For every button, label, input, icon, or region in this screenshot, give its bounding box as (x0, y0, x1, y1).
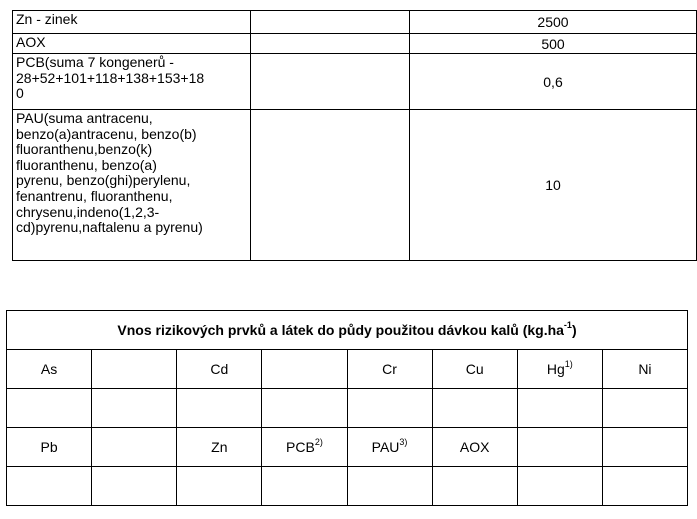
table-row (7, 467, 688, 506)
cell-name (13, 110, 251, 261)
cell-empty (7, 389, 92, 428)
line: 0 (16, 85, 24, 102)
line: benzo(a)antracenu, benzo(b) (16, 125, 197, 142)
cell-empty (347, 467, 432, 506)
table-title: Vnos rizikových prvků a látek do půdy použitou dávkou kalů $(kg.ha^{-1})$ (7, 311, 688, 350)
line: PAU(suma antracenu, (16, 110, 153, 126)
cell-value: 10 (410, 110, 697, 261)
limits-table (12, 10, 697, 261)
cell-empty (517, 428, 602, 467)
cell-aox: AOX (432, 428, 517, 467)
cell-empty (602, 467, 687, 506)
cell-cr: Cr (347, 350, 432, 389)
line: pyrenu, benzo(ghi)perylenu, (16, 172, 191, 189)
cell-empty (251, 34, 410, 54)
cell-empty (251, 110, 410, 261)
table-row (13, 11, 697, 34)
table-row (13, 54, 697, 110)
table-row (13, 110, 697, 261)
cell-empty (92, 428, 177, 467)
table-row (7, 350, 688, 389)
cell-empty (262, 350, 347, 389)
cell-empty (251, 11, 410, 34)
cell-empty (262, 467, 347, 506)
line: 28+52+101+118+138+153+18 (16, 69, 205, 86)
cell-empty (602, 428, 687, 467)
line: cd)pyrenu,naftalenu a pyrenu) (16, 219, 203, 236)
cell-as: As (7, 350, 92, 389)
line: chrysenu,indeno(1,2,3- (16, 203, 160, 220)
cell-value: 0,6 (410, 54, 697, 110)
cell-pcb: PCB$^{2)}$ (262, 428, 347, 467)
cell-empty (517, 467, 602, 506)
table-row (7, 389, 688, 428)
cell-empty (262, 389, 347, 428)
cell-empty (432, 389, 517, 428)
cell-name: Zn - zinek (13, 11, 251, 34)
cell-value: 2500 (410, 11, 697, 34)
cell-cd: Cd (177, 350, 262, 389)
cell-empty (7, 467, 92, 506)
cell-empty (432, 467, 517, 506)
table-row (13, 34, 697, 54)
cell-value: 500 (410, 34, 697, 54)
cell-empty (347, 389, 432, 428)
cell-empty (92, 389, 177, 428)
line: fluoranthenu, benzo(a) (16, 156, 157, 173)
cell-empty (177, 467, 262, 506)
cell-cu: Cu (432, 350, 517, 389)
cell-empty (92, 467, 177, 506)
cell-pb: Pb (7, 428, 92, 467)
table-title-row (7, 311, 688, 350)
cell-pau: PAU$^{3)}$ (347, 428, 432, 467)
cell-empty (92, 350, 177, 389)
cell-zn: Zn (177, 428, 262, 467)
cell-ni: Ni (602, 350, 687, 389)
cell-name (13, 54, 251, 110)
cell-empty (517, 389, 602, 428)
cell-name: AOX (13, 34, 251, 54)
cell-hg: Hg$^{1)}$ (517, 350, 602, 389)
cell-empty (602, 389, 687, 428)
line: fenantrenu, fluoranthenu, (16, 187, 173, 204)
line: fluoranthenu,benzo(k) (16, 141, 153, 158)
table-row (7, 428, 688, 467)
cell-empty (177, 389, 262, 428)
cell-empty (251, 54, 410, 110)
line: PCB(suma 7 kongenerů - (16, 54, 174, 70)
input-table (6, 310, 688, 506)
